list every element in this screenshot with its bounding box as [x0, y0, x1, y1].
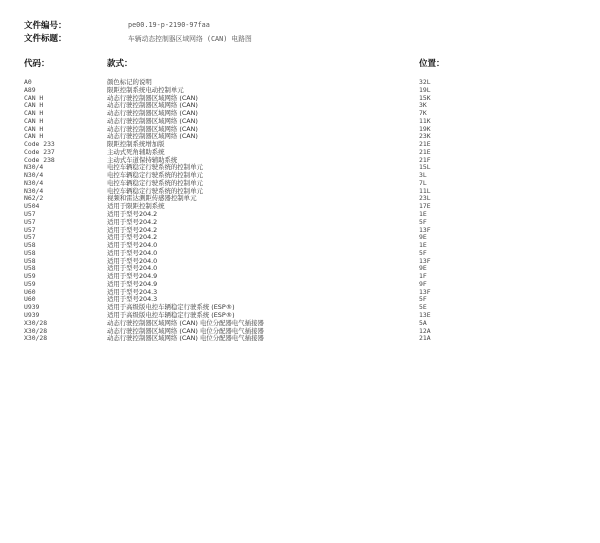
- row-position: 5E: [419, 303, 427, 312]
- row-code: U58: [24, 264, 36, 273]
- row-position: 5F: [419, 248, 427, 257]
- row-position: 9E: [419, 233, 427, 242]
- row-code: CAN H: [24, 116, 44, 125]
- column-header-description: 款式：: [107, 59, 133, 69]
- row-description: 视频和雷达测距传感器控制单元: [107, 194, 197, 203]
- row-position: 21E: [419, 147, 431, 156]
- legend-table-body: [24, 79, 584, 343]
- row-code: U939: [24, 310, 40, 319]
- row-description: 适用于型号204.3: [107, 295, 158, 304]
- row-description: 适用于型号204.3: [107, 287, 158, 296]
- row-code: U58: [24, 248, 36, 257]
- row-code: U59: [24, 279, 36, 288]
- row-position: 1E: [419, 210, 427, 219]
- row-code: X30/28: [24, 326, 48, 335]
- row-description: 电控车辆稳定行驶系统的控制单元: [107, 178, 203, 187]
- row-code: CAN H: [24, 124, 44, 133]
- row-description: 适用于型号204.0: [107, 248, 158, 257]
- row-code: Code 233: [24, 140, 55, 149]
- document-number-row: [24, 19, 252, 31]
- row-code: U57: [24, 233, 36, 242]
- row-position: 32L: [419, 78, 431, 86]
- row-description: 适用于型号204.0: [107, 256, 158, 265]
- row-position: 9E: [419, 264, 427, 273]
- row-code: U504: [24, 202, 40, 211]
- row-code: A0: [24, 78, 32, 86]
- row-description: 适用于型号204.9: [107, 279, 158, 288]
- row-position: 13F: [419, 225, 431, 234]
- row-description: 适用于高级版电控车辆稳定行驶系统 (ESP®): [107, 310, 235, 319]
- row-position: 15K: [419, 93, 431, 102]
- row-position: 7K: [419, 109, 427, 118]
- row-position: 23L: [419, 194, 431, 203]
- row-description: 适用于型号204.2: [107, 217, 158, 226]
- row-description: 适用于限距控制系统: [107, 202, 165, 211]
- row-code: U57: [24, 217, 36, 226]
- row-position: 5F: [419, 217, 427, 226]
- row-description: 主动式车道保持辅助系统: [107, 155, 178, 164]
- row-position: 11L: [419, 186, 431, 195]
- document-meta: [24, 19, 252, 45]
- row-description: 动态行驶控制器区域网络 (CAN): [107, 116, 198, 125]
- row-position: 21E: [419, 140, 431, 149]
- row-position: 3K: [419, 101, 427, 110]
- document-number-label: 文件编号：: [24, 21, 67, 31]
- row-position: 13E: [419, 310, 431, 319]
- row-description: 适用于高级版电控车辆稳定行驶系统 (ESP®): [107, 303, 235, 312]
- row-position: 9F: [419, 279, 427, 288]
- row-code: N30/4: [24, 178, 44, 187]
- row-description: 适用于型号204.2: [107, 233, 158, 242]
- column-header-code: 代码：: [24, 59, 50, 69]
- row-description: 动态行驶控制器区域网络 (CAN) 电位分配器电气插接器: [107, 334, 264, 343]
- row-description: 主动式死角辅助系统: [107, 147, 165, 156]
- row-position: 15L: [419, 163, 431, 172]
- row-description: 适用于型号204.0: [107, 241, 158, 250]
- row-description: 动态行驶控制器区域网络 (CAN): [107, 93, 198, 102]
- row-code: U59: [24, 272, 36, 281]
- row-description: 电控车辆稳定行驶系统的控制单元: [107, 186, 203, 195]
- row-code: U939: [24, 303, 40, 312]
- row-code: U60: [24, 295, 36, 304]
- row-description: 动态行驶控制器区域网络 (CAN): [107, 109, 198, 118]
- row-code: CAN H: [24, 132, 44, 141]
- row-code: N30/4: [24, 171, 44, 180]
- row-position: 7L: [419, 178, 427, 187]
- row-description: 限距控制系统增加版: [107, 140, 165, 149]
- row-code: CAN H: [24, 101, 44, 110]
- row-description: 动态行驶控制器区域网络 (CAN): [107, 101, 198, 110]
- row-code: U58: [24, 256, 36, 265]
- row-code: X30/28: [24, 334, 48, 343]
- row-description: 动态行驶控制器区域网络 (CAN): [107, 124, 198, 133]
- table-header: [24, 57, 584, 71]
- row-code: U57: [24, 225, 36, 234]
- document-title-value: 车辆动态控制器区域网络 (CAN) 电路图: [128, 35, 252, 43]
- table-row: [24, 335, 584, 343]
- row-position: 5F: [419, 295, 427, 304]
- row-code: U60: [24, 287, 36, 296]
- row-code: U58: [24, 241, 36, 250]
- row-position: 5A: [419, 318, 427, 327]
- row-code: X30/28: [24, 318, 48, 327]
- row-code: A89: [24, 85, 36, 94]
- row-description: 电控车辆稳定行驶系统的控制单元: [107, 163, 203, 172]
- row-code: U57: [24, 210, 36, 219]
- row-position: 1E: [419, 241, 427, 250]
- row-description: 动态行驶控制器区域网络 (CAN) 电位分配器电气插接器: [107, 318, 264, 327]
- row-description: 适用于型号204.2: [107, 225, 158, 234]
- row-position: 12A: [419, 326, 431, 335]
- row-description: 动态行驶控制器区域网络 (CAN) 电位分配器电气插接器: [107, 326, 264, 335]
- row-code: N62/2: [24, 194, 44, 203]
- row-code: N30/4: [24, 186, 44, 195]
- row-position: 1F: [419, 272, 427, 281]
- document-number-value: pe00.19-p-2190-97faa: [128, 21, 210, 29]
- row-position: 21F: [419, 155, 431, 164]
- row-code: CAN H: [24, 93, 44, 102]
- column-header-position: 位置：: [419, 59, 445, 69]
- row-position: 21A: [419, 334, 431, 343]
- document-title-row: [24, 32, 252, 44]
- row-description: 适用于型号204.0: [107, 264, 158, 273]
- row-description: 颜色标记的说明: [107, 78, 152, 86]
- row-position: 3L: [419, 171, 427, 180]
- row-description: 适用于型号204.2: [107, 210, 158, 219]
- row-position: 23K: [419, 132, 431, 141]
- row-position: 19L: [419, 85, 431, 94]
- document-title-label: 文件标题：: [24, 34, 67, 44]
- row-code: CAN H: [24, 109, 44, 118]
- row-description: 适用于型号204.9: [107, 272, 158, 281]
- row-position: 11K: [419, 116, 431, 125]
- row-position: 19K: [419, 124, 431, 133]
- row-position: 13F: [419, 256, 431, 265]
- row-description: 限距控制系统电动控制单元: [107, 85, 184, 94]
- row-code: Code 238: [24, 155, 55, 164]
- row-description: 动态行驶控制器区域网络 (CAN): [107, 132, 198, 141]
- row-description: 电控车辆稳定行驶系统的控制单元: [107, 171, 203, 180]
- row-code: N30/4: [24, 163, 44, 172]
- row-position: 13F: [419, 287, 431, 296]
- row-code: Code 237: [24, 147, 55, 156]
- row-position: 17E: [419, 202, 431, 211]
